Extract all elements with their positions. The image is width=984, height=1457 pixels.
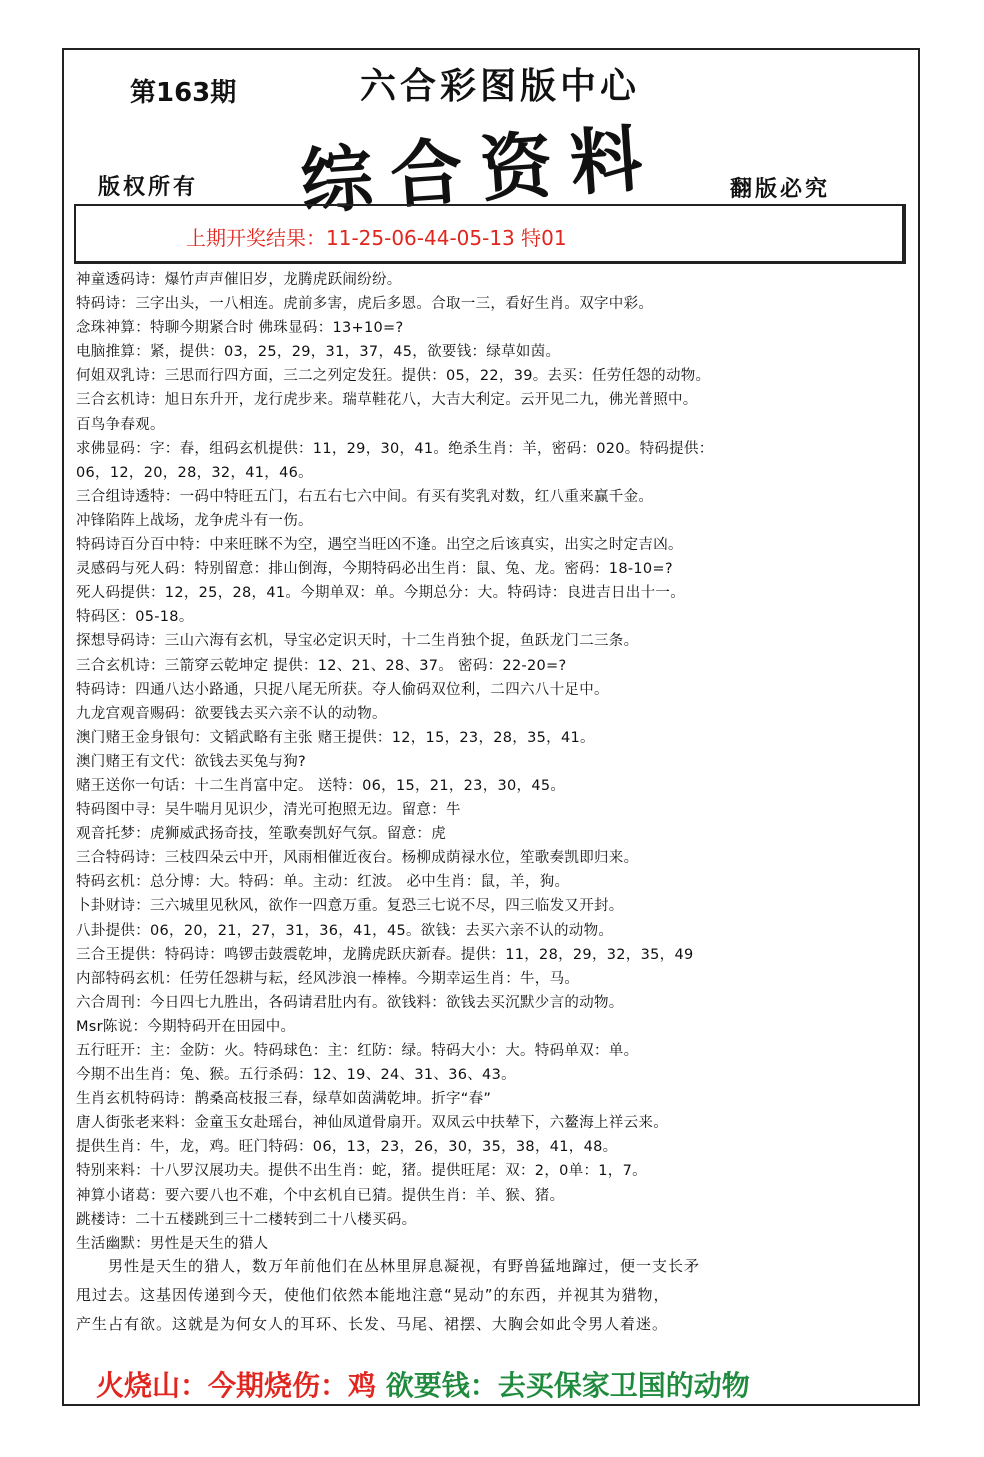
text-line: 生活幽默：男性是天生的猎人 — [76, 1235, 269, 1252]
text-line: 观音托梦：虎狮威武扬奇技，笙歌奏凯好气氛。留意：虎 — [76, 826, 446, 843]
center-name: 六合彩图版中心 — [360, 65, 641, 107]
text-line: 死人码提供：12，25，28，41。今期单双：单。今期总分：大。特码诗：良进吉日出十一。 — [76, 585, 685, 602]
article-line: 男性是天生的猎人，数万年前他们在丛林里屏息凝视，有野兽猛地蹿过，便一支长矛 — [76, 1257, 701, 1275]
text-line: 生肖玄机特码诗：鹊桑高枝报三春，绿草如茵满乾坤。折字“春” — [76, 1091, 492, 1108]
footer-green-text: 欲要钱：去买保家卫国的动物 — [385, 1369, 750, 1402]
text-line: Msr陈说：今期特码开在田园中。 — [76, 1018, 296, 1035]
text-line: 冲锋陷阵上战场，龙争虎斗有一伤。 — [76, 512, 313, 529]
copyright-right: 翻版必究 — [730, 176, 831, 202]
text-line: 神算小诸葛：要六要八也不难，个中玄机自已猜。提供生肖：羊、猴、猪。 — [76, 1187, 565, 1204]
text-line: 三合玄机诗：旭日东升开，龙行虎步来。瑞草鞋花八，大吉大利定。云开见二九，佛光普照中。 — [76, 392, 698, 409]
text-line: 五行旺开：主：金防：火。特码球色：主：红防：绿。特码大小：大。特码单双：单。 — [76, 1043, 639, 1059]
text-line: 特码图中寻：吴牛喘月见识少，清光可抱照无边。留意：牛 — [76, 802, 461, 819]
text-line: 神童透码诗：爆竹声声催旧岁，龙腾虎跃闹纷纷。 — [76, 272, 402, 288]
article-line: 产生占有欲。这就是为何女人的耳环、长发、马尾、裙摆、大胸会如此令男人着迷。 — [76, 1315, 669, 1333]
text-line: 跳楼诗：二十五楼跳到三十二楼转到二十八楼买码。 — [76, 1211, 417, 1228]
copyright-left: 版权所有 — [98, 174, 199, 200]
text-line: 百鸟争春观。 — [76, 416, 165, 433]
text-line: 澳门赌王金身银句：文韬武略有主张 赌王提供：12，15，23，28，35，41。 — [76, 729, 595, 746]
text-line: 电脑推算：紧，提供：03，25，29，31，37，45，欲要钱：绿草如茵。 — [76, 344, 561, 361]
text-line: 内部特码玄机：任劳任怨耕与耘，经风涉浪一棒棒。今期幸运生肖：牛，马。 — [76, 970, 580, 987]
text-line: 三合组诗透特：一码中特旺五门，右五右七六中间。有买有奖乳对数，红八重来赢千金。 — [76, 488, 654, 505]
humor-article — [76, 1252, 906, 1339]
footer-banner — [96, 1364, 750, 1404]
issue-number: 第163期 — [130, 78, 237, 108]
last-result-box — [74, 204, 906, 264]
text-line: 特码诗：三字出头，一八相连。虎前多害，虎后多恩。合取一三，看好生肖。双字中彩。 — [76, 296, 654, 313]
text-line: 卜卦财诗：三六城里见秋风，欲作一四意万重。复恐三七说不尽，四三临发又开封。 — [76, 898, 624, 915]
text-line: 特别来料：十八罗汉展功夫。提供不出生肖：蛇，猪。提供旺尾：双：2，0单：1，7。 — [76, 1163, 647, 1180]
text-line: 提供生肖：牛，龙，鸡。旺门特码：06，13，23，26，30，35，38，41，48。 — [76, 1139, 618, 1156]
text-line: 三合特码诗：三枝四朵云中开，风雨相催近夜台。杨柳成荫禄水位，笙歌奏凯即归来。 — [76, 850, 639, 867]
text-line: 求佛显码：字：春，组码玄机提供：11，29，30，41。绝杀生肖：羊，密码：020。特码提供： — [76, 440, 714, 457]
text-line: 三合王提供：特码诗：鸣锣击鼓震乾坤，龙腾虎跃庆新春。提供：11，28，29，32，35，49 — [76, 946, 694, 963]
text-line: 三合玄机诗：三箭穿云乾坤定 提供：12、21、28、37。 密码：22-20=? — [76, 657, 567, 674]
text-line: 九龙宫观音赐码：欲要钱去买六亲不认的动物。 — [76, 705, 387, 722]
text-line: 八卦提供：06，20，21，27，31，36，41，45。欲钱：去买六亲不认的动物。 — [76, 922, 614, 939]
content-lines — [76, 268, 916, 1256]
text-line: 唐人街张老来料：金童玉女赴瑶台，神仙凤道骨扇开。双凤云中扶辇下，六鳌海上祥云来。 — [76, 1115, 668, 1132]
text-line: 特码区：05-18。 — [76, 609, 194, 626]
text-line: 何姐双乳诗：三思而行四方面，三二之列定发狂。提供：05，22，39。去买：任劳任怨的动物。 — [76, 368, 711, 385]
text-line: 赌王送你一句话：十二生肖富中定。 送特：06，15，21，23，30，45。 — [76, 777, 566, 794]
text-line: 今期不出生肖：兔、猴。五行杀码：12、19、24、31、36、43。 — [76, 1067, 516, 1084]
page-title: 综合资料 — [297, 114, 663, 225]
text-line: 特码玄机：总分博：大。特码：单。主动：红波。 必中生肖：鼠，羊，狗。 — [76, 874, 570, 891]
text-line: 念珠神算：特聊今期紧合时 佛珠显码：13+10=? — [76, 320, 404, 337]
text-line: 探想导码诗：三山六海有玄机，导宝必定识天时，十二生肖独个捉，鱼跃龙门二三条。 — [76, 633, 639, 650]
text-line: 灵感码与死人码：特别留意：排山倒海，今期特码必出生肖：鼠、兔、龙。密码：18-10=? — [76, 561, 673, 578]
article-line: 甩过去。这基因传递到今天，使他们依然本能地注意“晃动”的东西，并视其为猎物， — [76, 1286, 670, 1304]
text-line: 六合周刊：今日四七九胜出，各码请君肚内有。欲钱料：欲钱去买沉默少言的动物。 — [76, 994, 624, 1011]
text-line: 特码诗：四通八达小路通，只捉八尾无所获。夺人偷码双位利，二四六八十足中。 — [76, 681, 609, 698]
text-line: 06，12，20，28，32，41，46。 — [76, 464, 313, 481]
text-line: 特码诗百分百中特：中来旺眯不为空，遇空当旺凶不逢。出空之后该真实，出实之时定吉凶。 — [76, 537, 683, 554]
text-line: 澳门赌王有文代：欲钱去买兔与狗? — [76, 753, 306, 770]
last-result: 上期开奖结果：11-25-06-44-05-13 特01 — [186, 226, 567, 250]
footer-red-text: 火烧山：今期烧伤：鸡 — [96, 1369, 386, 1402]
